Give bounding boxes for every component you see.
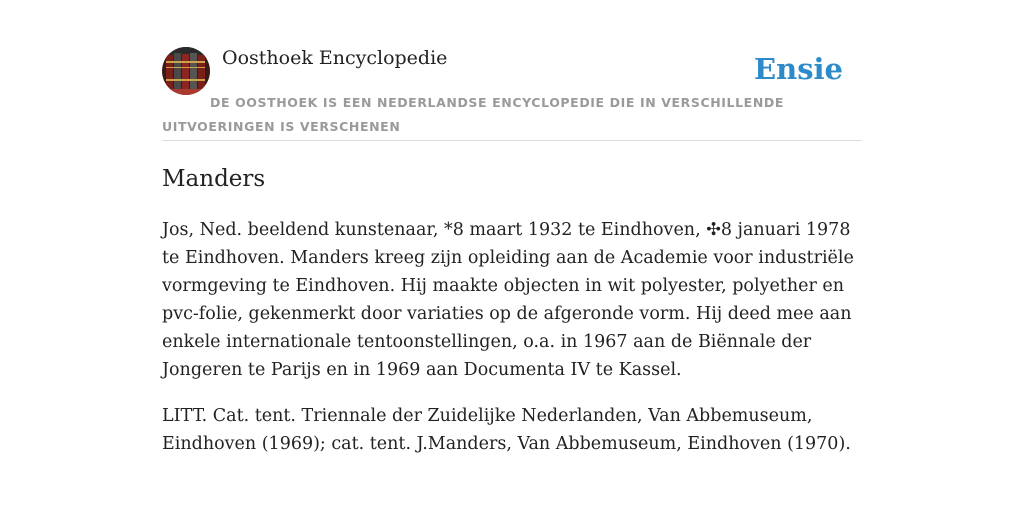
encyclopedia-books-icon[interactable]	[162, 47, 210, 95]
article-body	[162, 216, 862, 476]
brand-logo[interactable]: Ensie	[754, 52, 843, 86]
article-literature: LITT. Cat. tent. Triennale der Zuidelijke Nederlanden, Van Abbemuseum, Eindhoven (1969); cat. tent. J.Manders, Van Abbemuseum, Eindhoven (1970).	[162, 406, 851, 454]
source-title[interactable]: Oosthoek Encyclopedie	[222, 47, 448, 69]
article-title: Manders	[162, 166, 266, 192]
source-header	[162, 46, 862, 141]
source-description: DE OOSTHOEK IS EEN NEDERLANDSE ENCYCLOPEDIE DIE IN VERSCHILLENDE UITVOERINGEN IS VERSCHENEN	[162, 95, 784, 134]
article-paragraph: Jos, Ned. beeldend kunstenaar, *8 maart 1932 te Eindhoven, ✣8 januari 1978 te Eindhoven. Manders kreeg zijn opleiding aan de Academie voor industriële vormgeving te Eindhoven. Hij maakte objecten in wit polyester, polyether en pvc-folie, gekenmerkt door variaties op de afgeronde vorm. Hij deed mee aan enkele internationale tentoonstellingen, o.a. in 1967 aan de Biënnale der Jongeren te Parijs en in 1969 aan Documenta IV te Kassel.	[162, 220, 854, 380]
